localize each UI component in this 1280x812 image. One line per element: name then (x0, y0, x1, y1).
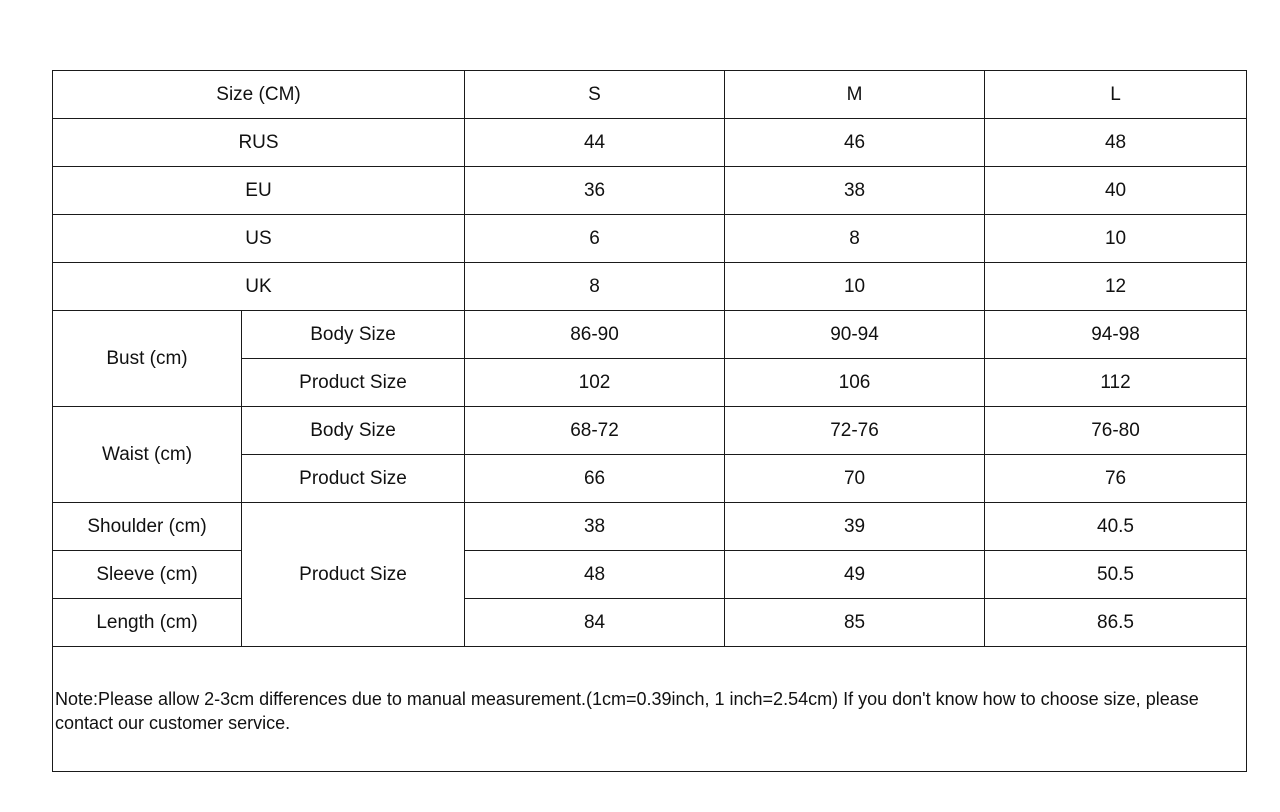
row-label-eu: EU (53, 167, 465, 215)
row-label-length: Length (cm) (53, 599, 242, 647)
table-cell: 66 (465, 455, 725, 503)
table-cell: 36 (465, 167, 725, 215)
table-cell: 76 (985, 455, 1247, 503)
table-cell: 72-76 (725, 407, 985, 455)
table-cell: 40 (985, 167, 1247, 215)
sublabel-product-size: Product Size (242, 455, 465, 503)
sublabel-product-size: Product Size (242, 359, 465, 407)
table-row (53, 119, 1247, 167)
table-cell: 40.5 (985, 503, 1247, 551)
table-row (53, 599, 1247, 647)
table-cell: 86-90 (465, 311, 725, 359)
sublabel-product-size-merged: Product Size (242, 503, 465, 647)
table-cell: 38 (465, 503, 725, 551)
table-row (53, 215, 1247, 263)
table-cell: 112 (985, 359, 1247, 407)
table-cell: 76-80 (985, 407, 1247, 455)
size-header-l: L (985, 71, 1247, 119)
table-row (53, 311, 1247, 359)
table-row (53, 551, 1247, 599)
table-cell: 48 (985, 119, 1247, 167)
table-cell: 50.5 (985, 551, 1247, 599)
sublabel-body-size: Body Size (242, 407, 465, 455)
table-cell: 10 (725, 263, 985, 311)
table-cell: 6 (465, 215, 725, 263)
header-label: Size (CM) (53, 71, 465, 119)
row-label-bust: Bust (cm) (53, 311, 242, 407)
table-cell: 8 (465, 263, 725, 311)
table-cell: 49 (725, 551, 985, 599)
row-label-sleeve: Sleeve (cm) (53, 551, 242, 599)
table-cell: 68-72 (465, 407, 725, 455)
table-cell: 84 (465, 599, 725, 647)
table-cell: 46 (725, 119, 985, 167)
table-cell: 38 (725, 167, 985, 215)
sublabel-body-size: Body Size (242, 311, 465, 359)
table-cell: 10 (985, 215, 1247, 263)
table-cell: 8 (725, 215, 985, 263)
table-cell: 70 (725, 455, 985, 503)
table-cell: 102 (465, 359, 725, 407)
row-label-shoulder: Shoulder (cm) (53, 503, 242, 551)
table-row (53, 167, 1247, 215)
row-label-us: US (53, 215, 465, 263)
table-cell: 39 (725, 503, 985, 551)
size-header-m: M (725, 71, 985, 119)
row-label-waist: Waist (cm) (53, 407, 242, 503)
table-cell: 85 (725, 599, 985, 647)
table-cell: 86.5 (985, 599, 1247, 647)
table-cell: 44 (465, 119, 725, 167)
table-cell: 106 (725, 359, 985, 407)
table-cell: 48 (465, 551, 725, 599)
table-cell: 90-94 (725, 311, 985, 359)
size-chart-table (52, 70, 1247, 772)
table-cell: 94-98 (985, 311, 1247, 359)
table-row (53, 407, 1247, 455)
note-text: Note:Please allow 2-3cm differences due to manual measurement.(1cm=0.39inch, 1 inch=2.54cm) If you don't know how to choose size, please contact our customer service. (53, 647, 1247, 772)
size-header-s: S (465, 71, 725, 119)
note-row (53, 647, 1247, 772)
row-label-rus: RUS (53, 119, 465, 167)
table-cell: 12 (985, 263, 1247, 311)
table-row (53, 263, 1247, 311)
table-row (53, 503, 1247, 551)
table-header-row (53, 71, 1247, 119)
row-label-uk: UK (53, 263, 465, 311)
